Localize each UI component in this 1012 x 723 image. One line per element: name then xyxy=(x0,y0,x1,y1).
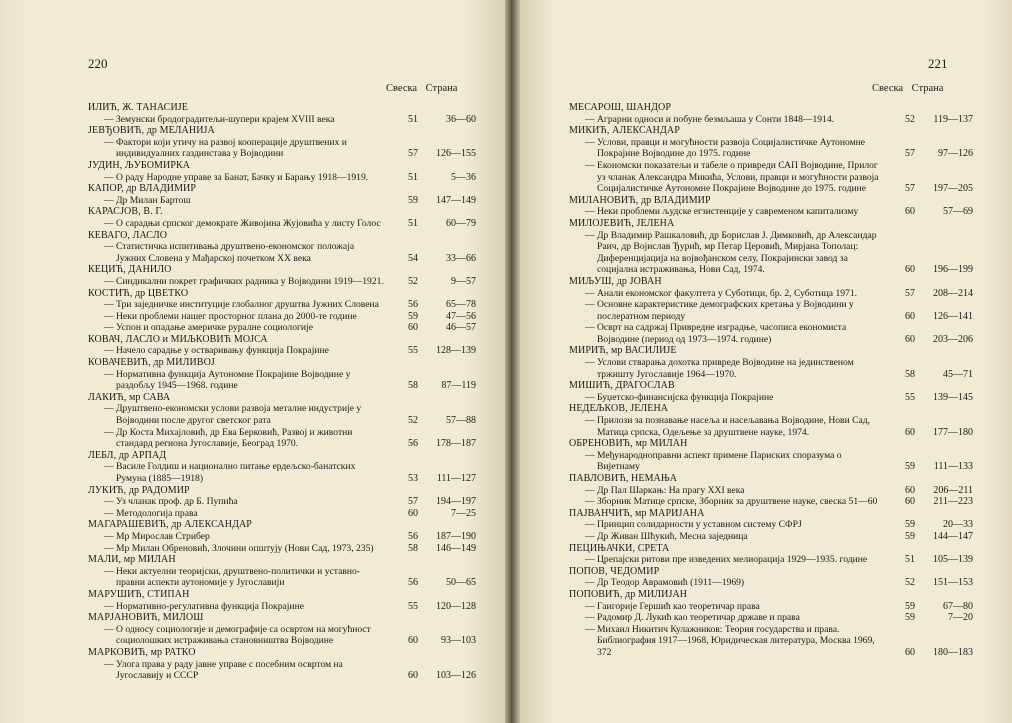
author-name: КАПОР, др ВЛАДИМИР xyxy=(88,183,197,195)
work-title: — Аграрни односи и побуне безмљаша у Сонти 1848—1914. xyxy=(585,113,835,125)
author-name: МИШИЋ, ДРАГОСЛАВ xyxy=(569,380,675,392)
volume-number: 60 xyxy=(905,646,915,658)
work-reference xyxy=(883,519,977,531)
work-title: — Неки проблеми људске егзистенције у савременом капитализму xyxy=(585,206,859,218)
author-name: КЕЦИЋ, ДАНИЛО xyxy=(88,264,172,276)
index-entry xyxy=(88,357,480,392)
volume-number: 60 xyxy=(905,310,915,322)
page-range: 126—141 xyxy=(933,310,973,322)
work-title: — Василе Голдиш и национално питање ердељско-банатских Румуна (1885—1918) xyxy=(104,461,356,484)
work-reference xyxy=(883,288,977,300)
index-entry xyxy=(569,195,977,218)
author-name: НЕДЕЉКОВ, ЈЕЛЕНА xyxy=(569,403,669,415)
page-number: 220 xyxy=(88,56,108,71)
book-gutter xyxy=(505,0,520,723)
work-title: — Статистичка испитивања друштвено-економског положаја Јужних Словена у Мађарској почетком XX века xyxy=(104,241,355,264)
page-range: 20—33 xyxy=(943,519,973,531)
work-row xyxy=(88,543,480,555)
author-name: ПАВЛОВИЋ, НЕМАЊА xyxy=(569,473,678,484)
work-title: — Неки проблеми нашег просторног плана до 2000-те године xyxy=(104,310,357,322)
volume-number: 60 xyxy=(905,333,915,345)
volume-number: 59 xyxy=(905,600,915,612)
author-name: КОВАЧЕВИЋ, др МИЛИВОЈ xyxy=(88,357,215,369)
volume-number: 51 xyxy=(408,113,418,125)
author-name: КОСТИЋ, др ЦВЕТКО xyxy=(88,287,189,299)
work-row xyxy=(88,508,480,520)
author-name: КАРАСЈОВ, В. Г. xyxy=(88,206,163,218)
volume-number: 57 xyxy=(905,183,915,195)
author-name: МИРИЋ, мр ВАСИЛИЈЕ xyxy=(569,345,677,357)
work-row xyxy=(88,427,480,450)
work-row xyxy=(569,160,977,195)
work-title: — Фактори који утичу на развој кооперације друштвених и индивидуалних газдинстава у Војводини xyxy=(104,136,347,160)
work-row xyxy=(569,415,977,438)
volume-number: 55 xyxy=(408,600,418,612)
work-row xyxy=(569,496,977,508)
work-title: — О односу социологије и демографије са освртом на могућност социолошких истраживања становништва Војводине xyxy=(104,623,371,647)
index-entry xyxy=(88,288,480,334)
work-title: — Зборник Матице српске, Зборник за друштвене науке, свеска 51—60 xyxy=(585,496,878,508)
volume-number: 52 xyxy=(905,577,915,589)
work-title: — Др Теодор Аврамовић (1911—1969) xyxy=(585,577,745,589)
page-range: 57—69 xyxy=(943,206,973,218)
work-title: — Црепајски ритови пре изведених мелиорација 1929—1935. године xyxy=(585,554,868,566)
work-reference xyxy=(883,496,977,508)
work-title: — Буџетско-финансијска функција Покрајине xyxy=(585,391,774,403)
work-title: — Међународноправни аспект примене Париских споразума о Вијетнаму xyxy=(585,449,842,473)
work-row xyxy=(88,345,480,357)
work-row xyxy=(88,241,480,264)
author-name: МИКИЋ, АЛЕКСАНДАР xyxy=(569,125,680,137)
index-entry xyxy=(88,485,480,520)
page-range: 50—65 xyxy=(446,577,476,589)
author-name: ПОПОВИЋ, др МИЛИЈАН xyxy=(569,588,688,600)
work-title: — Нормативна функција Аутономне Покрајине Војводине у раздобљу 1945—1968. године xyxy=(104,368,351,392)
work-row xyxy=(88,172,480,184)
page-range: 146—149 xyxy=(436,542,476,554)
work-reference xyxy=(883,577,977,589)
index-entry xyxy=(88,230,480,265)
volume-number: 56 xyxy=(408,577,418,589)
page-range: 67—80 xyxy=(943,600,973,612)
work-reference xyxy=(386,508,480,520)
work-row xyxy=(569,577,977,589)
index-entry xyxy=(88,206,480,229)
author-name: ЛАКИЋ, мр САВА xyxy=(88,391,171,403)
work-title: — Анали економског факултета у Суботици, бр. 2, Суботица 1971. xyxy=(585,287,858,299)
page-range: 211—223 xyxy=(933,496,973,508)
index-entry xyxy=(88,647,480,682)
work-reference xyxy=(386,218,480,230)
volume-number: 52 xyxy=(408,275,418,287)
page-range: 151—153 xyxy=(933,577,973,589)
work-reference xyxy=(883,485,977,497)
work-reference xyxy=(386,380,480,392)
work-title: — Гаигорије Гершић као теоретичар права xyxy=(585,600,760,612)
work-row xyxy=(88,624,480,647)
right-page xyxy=(520,0,1012,723)
work-row xyxy=(88,137,480,160)
page-range: 111—133 xyxy=(933,461,973,473)
work-title: — Осврт на садржај Привредне изградње, часописа економиста Војводине (период од 1973—1974. године) xyxy=(585,322,847,345)
volume-number: 60 xyxy=(408,322,418,334)
column-headers xyxy=(386,83,457,94)
volume-number: 60 xyxy=(408,670,418,682)
work-title: — Радомир Д. Лукић као теоретичар државе и права xyxy=(585,612,800,624)
page-range: 60—79 xyxy=(446,217,476,229)
author-name: ЛУКИЋ, др РАДОМИР xyxy=(88,484,190,496)
volume-number: 58 xyxy=(408,380,418,392)
work-reference xyxy=(883,148,977,160)
page-range: 180—183 xyxy=(933,646,973,658)
volume-number: 51 xyxy=(408,171,418,183)
work-reference xyxy=(386,253,480,265)
work-row xyxy=(88,566,480,589)
index-entry xyxy=(569,508,977,543)
volume-number: 60 xyxy=(905,264,915,276)
volume-column-header: Свеска xyxy=(872,83,904,94)
work-row xyxy=(569,322,977,345)
page-range: 197—205 xyxy=(933,183,973,195)
volume-number: 59 xyxy=(905,461,915,473)
work-row xyxy=(569,612,977,624)
work-row xyxy=(88,369,480,392)
work-title: — Неки актуелни теоријски, друштвено-политички и уставно-правни аспекти аутономије у Југославији xyxy=(104,565,360,589)
index-entry xyxy=(569,543,977,566)
volume-number: 59 xyxy=(905,519,915,531)
work-row xyxy=(88,531,480,543)
page-range: 97—126 xyxy=(938,148,973,160)
work-row xyxy=(569,531,977,543)
volume-number: 60 xyxy=(408,507,418,519)
volume-number: 52 xyxy=(408,415,418,427)
page-range: 128—139 xyxy=(436,345,476,357)
volume-number: 58 xyxy=(905,368,915,380)
work-title: — Успон и опадање америчке руралне социологије xyxy=(104,322,313,334)
volume-number: 60 xyxy=(905,206,915,218)
volume-number: 57 xyxy=(408,148,418,160)
work-title: — Економски показатељи и табеле о привреди САП Војводине, Прилог уз чланак Александра Микића, Услови, правци и могућности развоја Социјалистичке Аутономне Покрајине Војводине до 1975. године xyxy=(585,159,879,195)
page-range: 147—149 xyxy=(436,194,476,206)
index-entries xyxy=(569,102,977,659)
work-title: — Улога права у раду јавне управе с посебним освртом на Југославију и СССР xyxy=(104,658,343,682)
index-entry xyxy=(88,450,480,485)
index-entry xyxy=(88,392,480,450)
work-reference xyxy=(883,264,977,276)
work-reference xyxy=(883,612,977,624)
work-title: — Нормативно-регулативна функција Покрајине xyxy=(104,600,304,612)
column-headers xyxy=(872,83,943,94)
author-name: МАРЈАНОВИЋ, МИЛОШ xyxy=(88,612,204,624)
work-reference xyxy=(386,543,480,555)
work-title: — Др Коста Михајловић, др Ева Берковић, Развој и животни стандард региона Југославије, Београд 1970. xyxy=(104,426,353,450)
work-reference xyxy=(883,647,977,659)
page-column-header: Страна xyxy=(425,83,458,94)
author-name: МАГАРАШЕВИЋ, др АЛЕКСАНДАР xyxy=(88,519,252,531)
work-row xyxy=(569,450,977,473)
volume-number: 60 xyxy=(905,426,915,438)
work-row xyxy=(569,114,977,126)
index-entry xyxy=(569,276,977,346)
index-entry xyxy=(569,438,977,473)
page-range: 87—119 xyxy=(441,380,476,392)
index-entry xyxy=(569,566,977,589)
volume-number: 59 xyxy=(408,194,418,206)
volume-number: 56 xyxy=(408,530,418,542)
author-name: МАРУШИЋ, СТИПАН xyxy=(88,588,190,600)
work-title: — Основне карактеристике демографских кретања у Војводини у послератном периоду xyxy=(585,299,854,322)
work-reference xyxy=(883,311,977,323)
index-entry xyxy=(88,183,480,206)
work-title: — Мр Милан Обреновић, Злочини општују (Нови Сад, 1973, 235) xyxy=(104,542,374,554)
index-entry xyxy=(88,612,480,647)
work-reference xyxy=(386,473,480,485)
page-range: 65—78 xyxy=(446,299,476,311)
index-entry xyxy=(569,380,977,403)
volume-number: 58 xyxy=(408,542,418,554)
work-reference xyxy=(386,635,480,647)
volume-number: 60 xyxy=(905,484,915,496)
work-reference xyxy=(386,531,480,543)
page-range: 46—57 xyxy=(446,322,476,334)
volume-number: 52 xyxy=(905,113,915,125)
volume-number: 56 xyxy=(408,299,418,311)
work-reference xyxy=(883,531,977,543)
index-entry xyxy=(569,345,977,380)
work-title: — Др Пал Шаркањ: На прагу XXI века xyxy=(585,484,745,496)
page-range: 93—103 xyxy=(441,635,476,647)
page-range: 47—56 xyxy=(446,310,476,322)
work-reference xyxy=(883,392,977,404)
work-row xyxy=(569,357,977,380)
work-row xyxy=(88,496,480,508)
author-name: МАЛИ, мр МИЛАН xyxy=(88,554,176,566)
work-title: — Услови, правци и могућности развоја Социјалистичке Аутономне Покрајине Војводине до 1975. године xyxy=(585,136,866,160)
author-name: ЈЕВЂОВИЋ, др МЕЛАНИЈА xyxy=(88,125,215,137)
page-range: 139—145 xyxy=(933,391,973,403)
volume-number: 60 xyxy=(905,496,915,508)
work-reference xyxy=(386,311,480,323)
work-reference xyxy=(883,183,977,195)
volume-number: 51 xyxy=(408,217,418,229)
page-range: 194—197 xyxy=(436,496,476,508)
work-row xyxy=(569,230,977,276)
volume-number: 59 xyxy=(905,530,915,542)
work-reference xyxy=(386,299,480,311)
work-title: — О раду Народне управе за Банат, Бачку и Барању 1918—1919. xyxy=(104,171,369,183)
volume-number: 59 xyxy=(408,310,418,322)
index-entries xyxy=(88,102,480,682)
work-reference xyxy=(883,114,977,126)
page-range: 203—206 xyxy=(933,333,973,345)
index-entry xyxy=(569,102,977,125)
work-reference xyxy=(386,276,480,288)
work-title: — Др Владимир Рашкаловић, др Борислав Ј. Димковић, др Александар Раич, др Војислав Ђурић, мр Петар Церовић, Мирјана Тополац: Диференцијација на војвођанском селу, Покрајински завод за социјална истраживања, Нови Сад, 1974. xyxy=(585,229,877,276)
author-name: ОБРЕНОВИЋ, мр МИЛАН xyxy=(569,438,688,450)
page-number: 221 xyxy=(928,56,948,71)
work-row xyxy=(569,519,977,531)
work-row xyxy=(88,322,480,334)
work-row xyxy=(569,485,977,497)
page-range: 57—88 xyxy=(446,415,476,427)
page-range: 177—180 xyxy=(933,426,973,438)
index-entry xyxy=(569,125,977,195)
index-entry xyxy=(569,218,977,276)
work-title: — Уз чланак проф. др Б. Пупића xyxy=(104,496,238,508)
left-page xyxy=(0,0,505,723)
work-row xyxy=(569,554,977,566)
volume-number: 56 xyxy=(408,438,418,450)
page-range: 206—211 xyxy=(933,484,973,496)
work-row xyxy=(88,195,480,207)
work-reference xyxy=(883,427,977,439)
work-title: — Начело сарадње у остваривању функција Покрајине xyxy=(104,345,329,357)
author-name: МИЛОЈЕВИЋ, ЈЕЛЕНА xyxy=(569,217,675,229)
work-row xyxy=(88,218,480,230)
page-range: 45—71 xyxy=(943,368,973,380)
work-row xyxy=(88,461,480,484)
work-title: — Три заједничке институције глобалног друштва Јужних Словена xyxy=(104,299,379,311)
index-entry xyxy=(569,589,977,659)
work-title: — Др Живан Шћукић, Месна заједница xyxy=(585,530,748,542)
work-title: — Синдикални покрет графичких радника у Војводини 1919—1921. xyxy=(104,275,384,287)
volume-number: 57 xyxy=(905,148,915,160)
volume-number: 57 xyxy=(905,287,915,299)
work-reference xyxy=(386,601,480,613)
page-range: 33—66 xyxy=(446,252,476,264)
work-reference xyxy=(386,496,480,508)
work-title: — Друштвено-економски услови развоја металне индустрије у Војводини после другог светског рата xyxy=(104,403,362,427)
author-name: МИЉУШ, др ЈОВАН xyxy=(569,275,662,287)
author-name: ЈУДИН, ЉУБОМИРКА xyxy=(88,159,191,171)
page-range: 111—127 xyxy=(436,473,476,484)
work-reference xyxy=(883,369,977,381)
work-title: — Мр Мирослав Стрибер xyxy=(104,530,210,542)
volume-number: 55 xyxy=(905,391,915,403)
work-reference xyxy=(386,322,480,334)
work-title: — Услови стварања дохотка привреде Војводине на јединственом тржишту Југославије 1964—1970. xyxy=(585,357,854,380)
index-entry xyxy=(88,125,480,160)
work-reference xyxy=(386,172,480,184)
page-range: 7—20 xyxy=(948,612,973,624)
author-name: КОВАЧ, ЛАСЛО и МИЉКОВИЋ МОЈСА xyxy=(88,333,268,345)
work-row xyxy=(88,276,480,288)
work-row xyxy=(569,624,977,659)
work-reference xyxy=(883,601,977,613)
work-reference xyxy=(883,334,977,346)
author-name: ЛЕБЛ, др АРПАД xyxy=(88,449,167,461)
page-range: 36—60 xyxy=(446,113,476,125)
index-entry xyxy=(88,589,480,612)
page-column-header: Страна xyxy=(911,83,944,94)
author-name: ПОПОВ, ЧЕДОМИР xyxy=(569,565,660,577)
page-range: 9—57 xyxy=(451,275,476,287)
page-range: 7—25 xyxy=(451,507,476,519)
work-row xyxy=(569,288,977,300)
author-name: ИЛИЋ, Ж. ТАНАСИЈЕ xyxy=(88,102,188,113)
index-entry xyxy=(88,102,480,125)
volume-number: 60 xyxy=(408,635,418,647)
index-entry xyxy=(88,160,480,183)
work-row xyxy=(569,206,977,218)
page-range: 105—139 xyxy=(933,554,973,566)
index-entry xyxy=(88,554,480,589)
work-reference xyxy=(883,206,977,218)
work-title: — Михаил Никитич Кулажников: Теория государства и права. Библиография 1917—1968, Юридическая литература, Москва 1969, 372 xyxy=(585,623,875,658)
volume-number: 59 xyxy=(905,612,915,624)
volume-number: 53 xyxy=(408,473,418,484)
page-range: 208—214 xyxy=(933,287,973,299)
work-reference xyxy=(386,438,480,450)
index-entry xyxy=(88,264,480,287)
work-row xyxy=(569,392,977,404)
work-reference xyxy=(386,415,480,427)
work-row xyxy=(88,403,480,426)
volume-number: 54 xyxy=(408,252,418,264)
work-row xyxy=(569,137,977,160)
work-row xyxy=(569,299,977,322)
page-range: 178—187 xyxy=(436,438,476,450)
volume-number: 57 xyxy=(408,496,418,508)
work-reference xyxy=(386,148,480,160)
author-name: МИЛАНОВИЋ, др ВЛАДИМИР xyxy=(569,194,711,206)
author-name: ПЕЦИЊАЧКИ, СРЕТА xyxy=(569,542,670,554)
work-title: — Методологија права xyxy=(104,507,198,519)
index-entry xyxy=(569,403,977,438)
volume-number: 51 xyxy=(905,554,915,566)
page-range: 126—155 xyxy=(436,148,476,160)
work-row xyxy=(569,601,977,613)
work-row xyxy=(88,601,480,613)
author-name: КЕВАГО, ЛАСЛО xyxy=(88,229,168,241)
page-range: 144—147 xyxy=(933,530,973,542)
work-reference xyxy=(386,195,480,207)
index-entry xyxy=(569,473,977,508)
work-title: — Земунски бродоградитељи-шупери крајем XVIII века xyxy=(104,113,335,125)
work-row xyxy=(88,114,480,126)
index-entry xyxy=(88,334,480,357)
volume-column-header: Свеска xyxy=(386,83,418,94)
page-range: 103—126 xyxy=(436,670,476,682)
work-reference xyxy=(386,577,480,589)
work-reference xyxy=(386,670,480,682)
work-reference xyxy=(386,114,480,126)
work-reference xyxy=(386,345,480,357)
work-title: — Прилози за познавање насеља и насељавања Војводине, Нови Сад, Матица српска, Одељење за друштвене науке, 1974. xyxy=(585,415,871,438)
page-range: 5—36 xyxy=(451,171,476,183)
work-row xyxy=(88,311,480,323)
work-title: — О сарадњи српског демократе Живојина Жујовића у листу Голос xyxy=(104,217,381,229)
page-range: 119—137 xyxy=(933,113,973,125)
work-reference xyxy=(883,554,977,566)
author-name: ПАЈВАНЧИЋ, мр МАРИЈАНА xyxy=(569,507,705,519)
author-name: МАРКОВИЋ, мр РАТКО xyxy=(88,646,196,658)
page-range: 120—128 xyxy=(436,600,476,612)
work-title: — Др Милан Бартош xyxy=(104,194,191,206)
work-reference xyxy=(883,461,977,473)
index-entry xyxy=(88,519,480,554)
work-row xyxy=(88,659,480,682)
work-title: — Принцип солидарности у уставном систему СФРЈ xyxy=(585,519,802,531)
page-range: 187—190 xyxy=(436,530,476,542)
volume-number: 55 xyxy=(408,345,418,357)
author-name: МЕСАРОШ, ШАНДОР xyxy=(569,102,672,113)
work-row xyxy=(88,299,480,311)
page-range: 196—199 xyxy=(933,264,973,276)
